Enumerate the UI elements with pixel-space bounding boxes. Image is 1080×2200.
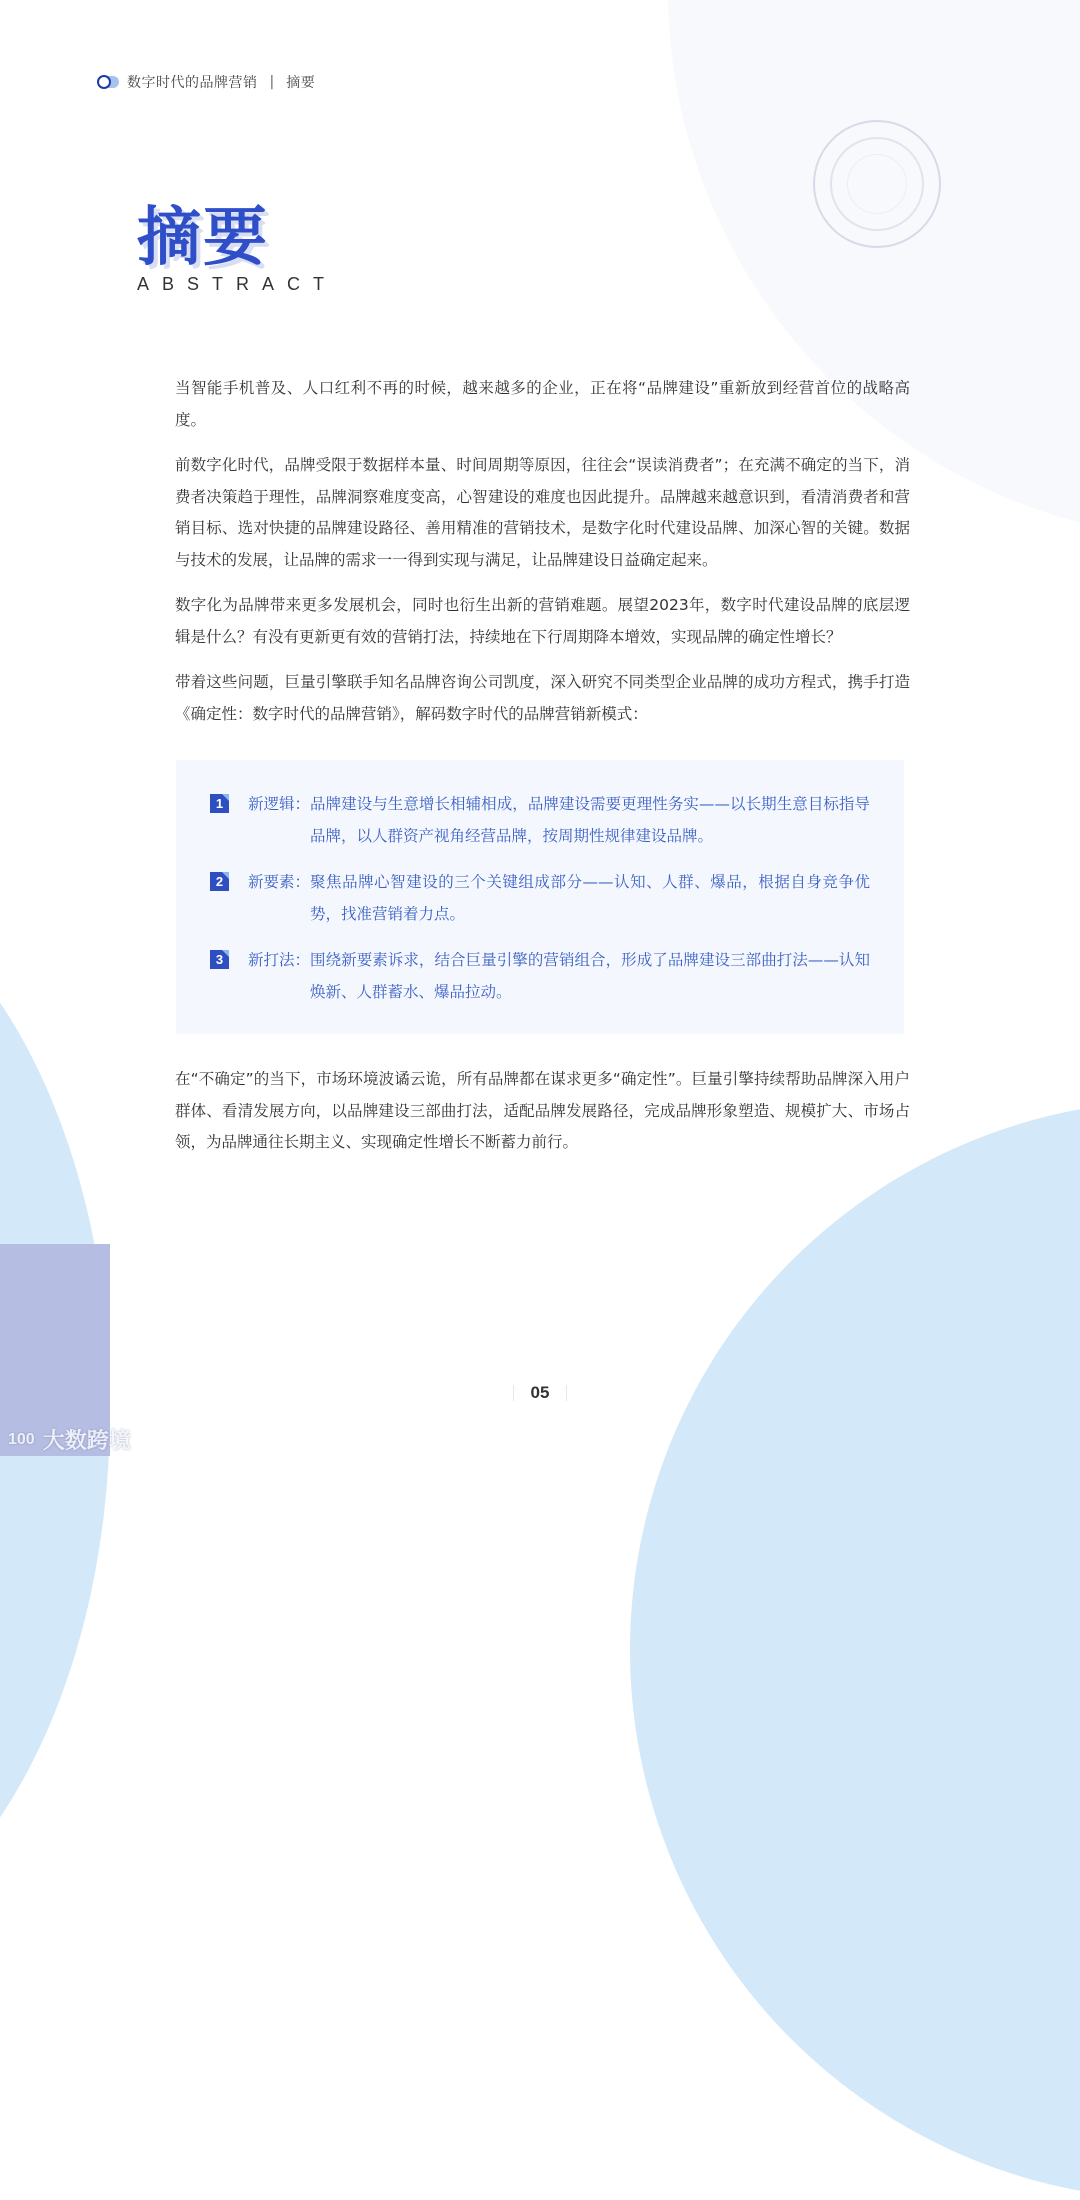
breadcrumb [97,72,315,92]
watermark [8,1424,131,1455]
key-point-label: 新打法： [248,951,311,969]
paragraph: 数字化为品牌带来更多发展机会，同时也衍生出新的营销难题。展望2023年，数字时代建设品牌的底层逻辑是什么？有没有更新更有效的营销打法，持续地在下行周期降本增效，实现品牌的确定性增长？ [175,596,910,646]
number-badge-icon: 2 [210,872,229,891]
key-point-text: 品牌建设与生意增长相辅相成，品牌建设需要更理性务实——以长期生意目标指导品牌，以人群资产视角经营品牌，按周期性规律建设品牌。 [310,795,870,845]
paragraph: 前数字化时代，品牌受限于数据样本量、时间周期等原因，往往会“误读消费者”；在充满不确定的当下，消费者决策趋于理性，品牌洞察难度变高，心智建设的难度也因此提升。品牌越来越意识到，看清消费者和营销目标、选对快捷的品牌建设路径、善用精准的营销技术，是数字化时代建设品牌、加深心智的关键。数据与技术的发展，让品牌的需求一一得到实现与满足，让品牌建设日益确定起来。 [175,456,910,569]
key-point-item [210,944,870,1008]
closing-text [175,1064,910,1173]
key-point-text: 围绕新要素诉求，结合巨量引擎的营销组合，形成了品牌建设三部曲打法——认知焕新、人群蓄水、爆品拉动。 [310,951,870,1001]
toggle-icon [97,75,119,89]
paragraph: 在“不确定”的当下，市场环境波谲云诡，所有品牌都在谋求更多“确定性”。巨量引擎持续帮助品牌深入用户群体、看清发展方向，以品牌建设三部曲打法，适配品牌发展路径，完成品牌形象塑造、规模扩大、市场占领，为品牌通往长期主义、实现确定性增长不断蓄力前行。 [175,1070,910,1151]
key-point-label: 新要素： [248,873,311,891]
number-badge-icon: 1 [210,794,229,813]
number-badge-icon: 3 [210,950,229,969]
paragraph: 当智能手机普及、人口红利不再的时候，越来越多的企业，正在将“品牌建设”重新放到经营首位的战略高度。 [175,379,910,429]
watermark-text: 大数跨境 [42,1429,131,1454]
key-point-item [210,866,870,930]
report-title: 数字时代的品牌营销 [127,75,258,91]
page-number: 05 [513,1383,567,1403]
key-point-item [210,788,870,852]
paragraph: 带着这些问题，巨量引擎联手知名品牌咨询公司凯度，深入研究不同类型企业品牌的成功方程式，携手打造《确定性：数字时代的品牌营销》，解码数字时代的品牌营销新模式： [175,673,910,723]
concentric-rings-decoration [813,120,943,250]
ring-inner [847,154,907,214]
key-point-label: 新逻辑： [248,795,311,813]
key-point-text: 聚焦品牌心智建设的三个关键组成部分——认知、人群、爆品，根据自身竞争优势，找准营销着力点。 [310,873,870,923]
key-points-box [176,760,904,1034]
watermark-logo-icon: 100 [8,1430,35,1448]
page-title: 摘要 [137,201,269,275]
section-name: 摘要 [286,75,316,91]
breadcrumb-separator: | [269,74,275,90]
page-subtitle: ABSTRACT [137,274,338,294]
bg-circle-bottom-right [630,1100,1080,2200]
body-text [175,373,910,744]
